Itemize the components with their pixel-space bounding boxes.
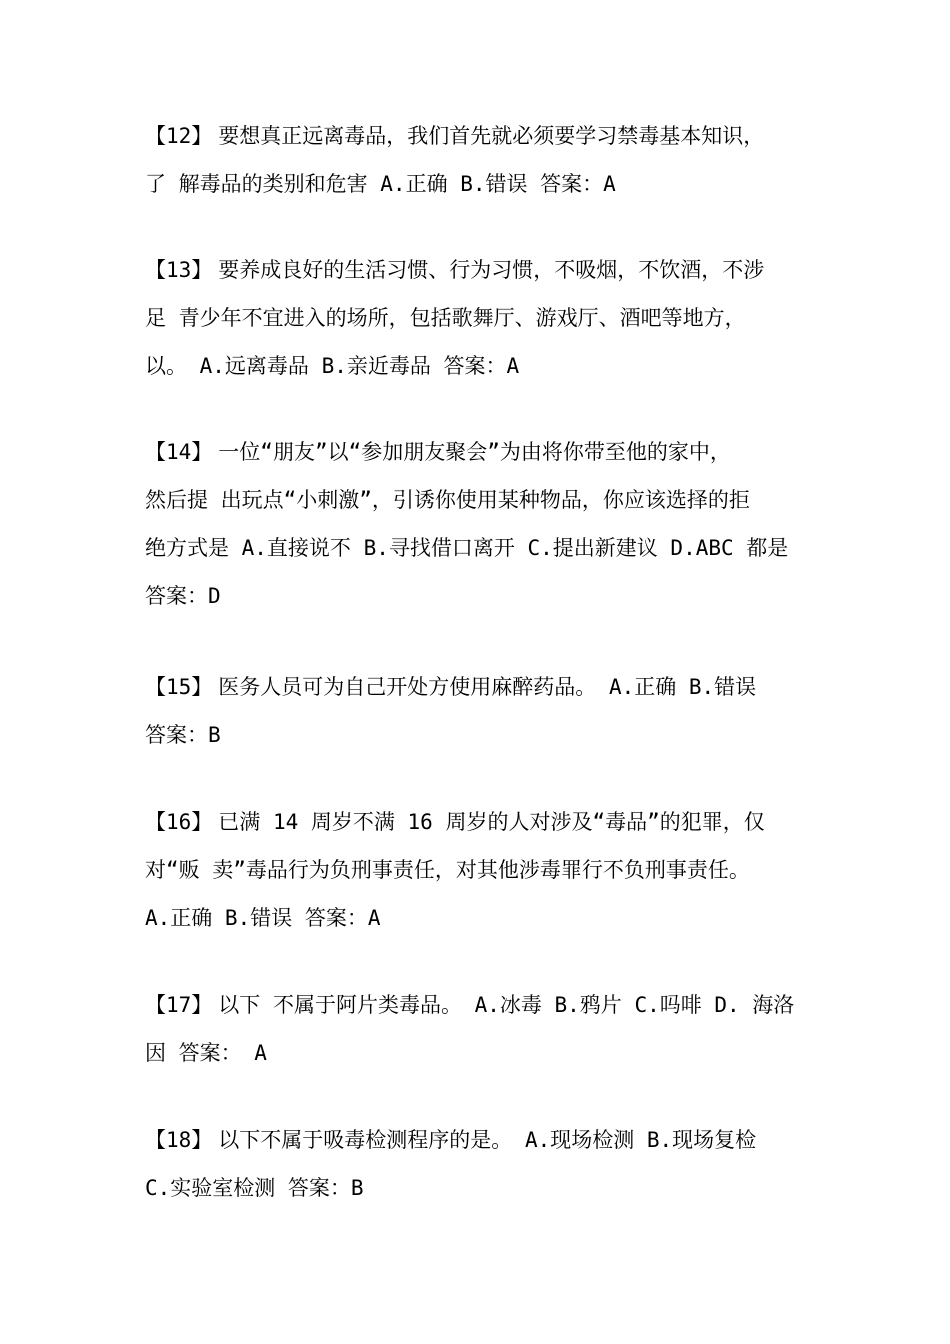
question-number: 【16】 [145, 810, 213, 834]
question-text: 一位“朋友”以“参加朋友聚会”为由将你带至他的家中， [218, 440, 731, 464]
question-14 [145, 428, 815, 620]
question-line [145, 981, 815, 1029]
question-line [145, 663, 815, 711]
question-line: 然后提 出玩点“小刺激”，引诱你使用某种物品，你应该选择的拒 [145, 488, 750, 512]
question-number: 【13】 [145, 258, 213, 282]
question-number: 【15】 [145, 675, 213, 699]
question-line: 了 解毒品的类别和危害 A.正确 B.错误 答案：A [145, 172, 616, 196]
question-text: 要养成良好的生活习惯、行为习惯，不吸烟，不饮酒，不涉 [218, 258, 765, 282]
question-13 [145, 246, 815, 390]
question-line: 对“贩 卖”毒品行为负刑事责任，对其他涉毒罪行不负刑事责任。 [145, 858, 750, 882]
question-text: 已满 14 周岁不满 16 周岁的人对涉及“毒品”的犯罪，仅 [218, 810, 765, 834]
question-line [145, 112, 815, 160]
question-number: 【14】 [145, 440, 213, 464]
question-text: 以下 不属于阿片类毒品。 A.冰毒 B.鸦片 C.吗啡 D. 海洛 [218, 993, 795, 1017]
question-text: 医务人员可为自己开处方使用麻醉药品。 A.正确 B.错误 [218, 675, 757, 699]
question-line: 因 答案： A [145, 1041, 267, 1065]
question-15 [145, 663, 815, 759]
question-line: 答案：B [145, 723, 221, 747]
question-line [145, 1116, 815, 1164]
question-line [145, 246, 815, 294]
question-number: 【17】 [145, 993, 213, 1017]
question-line: 绝方式是 A.直接说不 B.寻找借口离开 C.提出新建议 D.ABC 都是 [145, 536, 789, 560]
question-line [145, 798, 815, 846]
question-text: 以下不属于吸毒检测程序的是。 A.现场检测 B.现场复检 [218, 1128, 757, 1152]
question-number: 【12】 [145, 124, 213, 148]
question-line: 足 青少年不宜进入的场所，包括歌舞厅、游戏厅、酒吧等地方， [145, 306, 746, 330]
question-12 [145, 112, 815, 208]
question-17 [145, 981, 815, 1077]
question-16 [145, 798, 815, 942]
question-number: 【18】 [145, 1128, 213, 1152]
question-line: A.正确 B.错误 答案：A [145, 906, 381, 930]
question-line: C.实验室检测 答案：B [145, 1176, 364, 1200]
question-line: 答案：D [145, 584, 221, 608]
question-line: 以。 A.远离毒品 B.亲近毒品 答案：A [145, 354, 520, 378]
question-text: 要想真正远离毒品，我们首先就必须要学习禁毒基本知识， [218, 124, 765, 148]
question-line [145, 428, 815, 476]
question-18 [145, 1116, 815, 1212]
